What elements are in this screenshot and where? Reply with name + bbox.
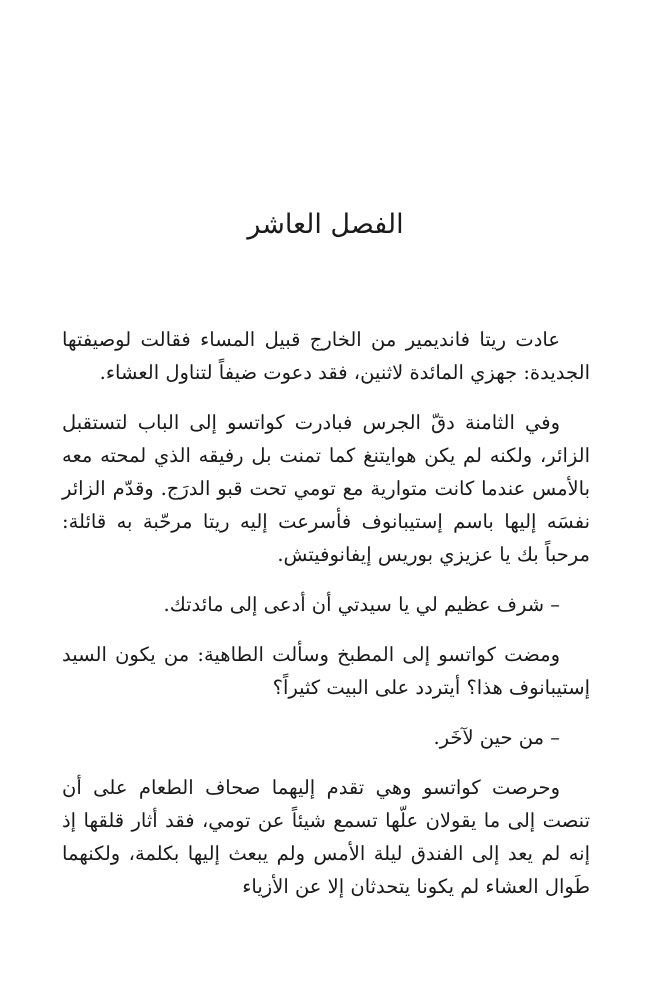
paragraph-1: عادت ريتا فانديمير من الخارج قبيل المساء فقالت لوصيفتها الجديدة: جهزي المائدة لاثنين، فقد دعوت ضيفاً لتناول العشاء. [62, 328, 590, 384]
chapter-title: الفصل العاشر [247, 209, 404, 240]
dialogue-line-2: – من حين لآخَر. [433, 726, 560, 749]
paragraph-4: وحرصت كواتسو وهي تقدم إليهما صحاف الطعام على أن تنصت إلى ما يقولان علّها تسمع شيئاً عن تومي، فقد أثار قلقها إذ إنه لم يعد إلى الفندق ليلة الأمس ولم يبعث إليها بكلمة، ولكنهما طَوال العشاء لم يكونا يتحدثان إلا عن الأزياء [62, 776, 590, 898]
dialogue-line-1: – شرف عظيم لي يا سيدتي أن أدعى إلى مائدتك. [163, 593, 560, 616]
paragraph-2: وفي الثامنة دقّ الجرس فبادرت كواتسو إلى الباب لتستقبل الزائر، ولكنه لم يكن هوايتنغ كما تمنت بل رفيقه الذي لمحته معه بالأمس عندما كانت متوارية مع تومي تحت قبو الدرَج. وقدّم الزائر نفسَه إليها باسم إستيبانوف فأسرعت إليه ريتا مرحّبة به قائلة: مرحباً بك يا عزيزي بوريس إيفانوفيتش. [62, 411, 590, 566]
paragraph-3: ومضت كواتسو إلى المطبخ وسألت الطاهية: من يكون السيد إستيبانوف هذا؟ أيتردد على البيت كثيراً؟ [62, 643, 590, 699]
chapter-body [62, 323, 590, 920]
